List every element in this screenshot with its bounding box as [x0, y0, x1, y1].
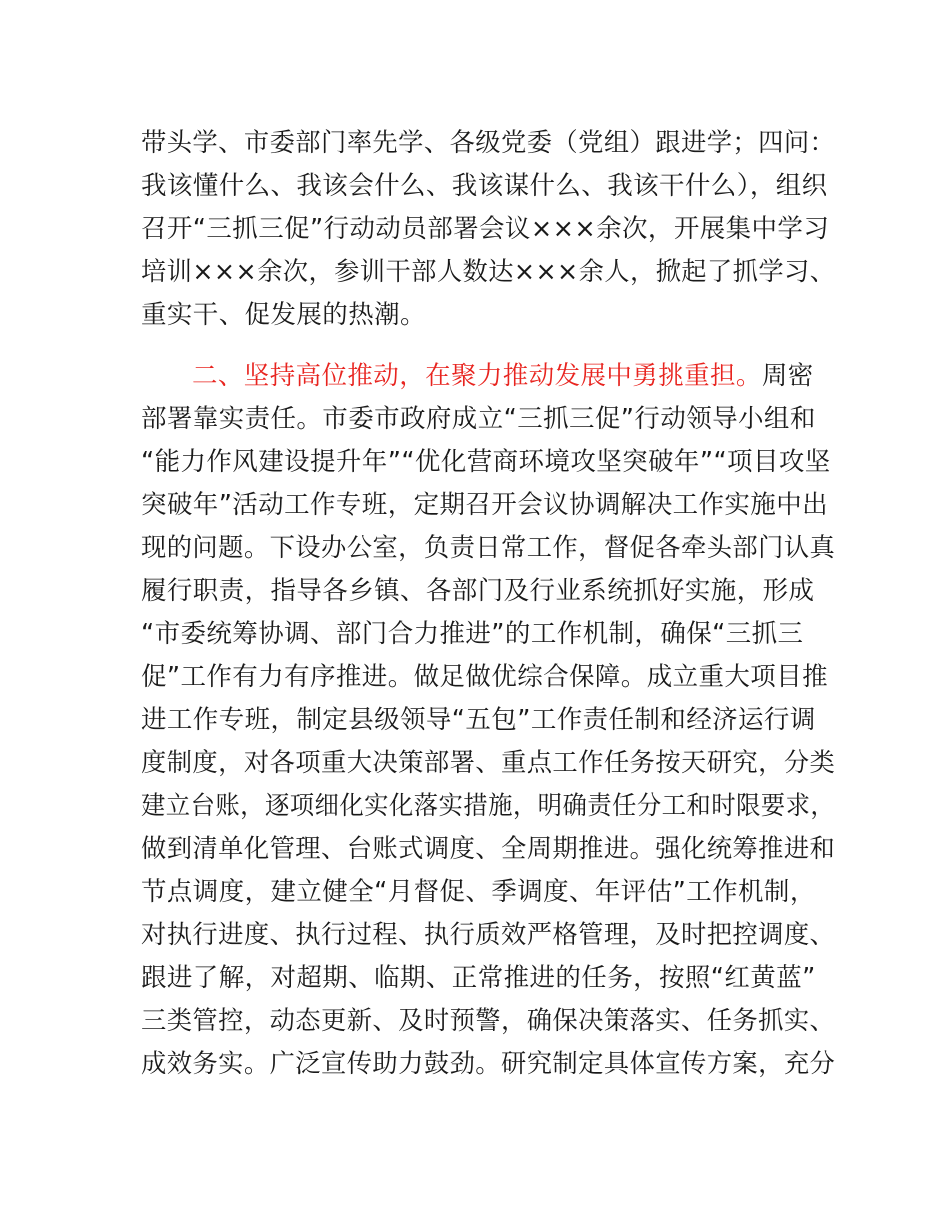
section-heading: 二、坚持高位推动，在聚力推动发展中勇挑重担。: [192, 361, 762, 391]
section-2-line-16: 三类管控，动态更新、及时预警，确保决策落实、任务抓实、: [141, 1006, 836, 1036]
paragraph-1-line-3: 召开“三抓三促”行动动员部署会议×××余次，开展集中学习: [141, 214, 830, 244]
section-2-line-13: 节点调度，建立健全“月督促、季调度、年评估”工作机制，: [141, 877, 816, 907]
section-2-line-6: 履行职责，指导各乡镇、各部门及行业系统抓好实施，形成: [141, 576, 815, 606]
paragraph-1-line-4: 培训×××余次，参训干部人数达×××余人，掀起了抓学习、: [141, 257, 836, 287]
section-2-line-14: 对执行进度、执行过程、执行质效严格管理，及时把控调度、: [141, 920, 836, 950]
section-2-line-8: 促”工作有力有序推进。做足做优综合保障。成立重大项目推: [141, 662, 829, 692]
section-2-line-12: 做到清单化管理、台账式调度、全周期推进。强化统筹推进和: [141, 834, 836, 864]
paragraph-1-line-2: 我该懂什么、我该会什么、我该谋什么、我该干什么），组织: [141, 171, 828, 201]
paragraph-1-line-5: 重实干、促发展的热潮。: [141, 300, 426, 330]
paragraph-1-line-1: 带头学、市委部门率先学、各级党委（党组）跟进学；四问：: [141, 128, 836, 158]
section-2-line-10: 度制度，对各项重大决策部署、重点工作任务按天研究，分类: [141, 748, 836, 778]
section-2-first-line: [192, 354, 814, 398]
section-2-line-15: 跟进了解，对超期、临期、正常推进的任务，按照“红黄蓝”: [141, 963, 816, 993]
section-2-line-3: “能力作风建设提升年”“优化营商环境攻坚突破年”“项目攻坚: [141, 447, 831, 477]
section-2-line-7: “市委统筹协调、部门合力推进”的工作机制，确保“三抓三: [141, 619, 804, 649]
section-2-line-5: 现的问题。下设办公室，负责日常工作，督促各牵头部门认真: [141, 533, 836, 563]
section-2-line-11: 建立台账，逐项细化实化落实措施，明确责任分工和时限要求，: [141, 791, 836, 821]
section-2-line-17: 成效务实。广泛宣传助力鼓劲。研究制定具体宣传方案，充分: [141, 1049, 836, 1079]
section-2-line-2: 部署靠实责任。市委市政府成立“三抓三促”行动领导小组和: [141, 404, 816, 434]
section-2-line-4: 突破年”活动工作专班，定期召开会议协调解决工作实施中出: [141, 490, 829, 520]
section-first-line-text: 周密: [761, 361, 814, 391]
section-2-line-9: 进工作专班，制定县级领导“五包”工作责任制和经济运行调: [141, 705, 816, 735]
